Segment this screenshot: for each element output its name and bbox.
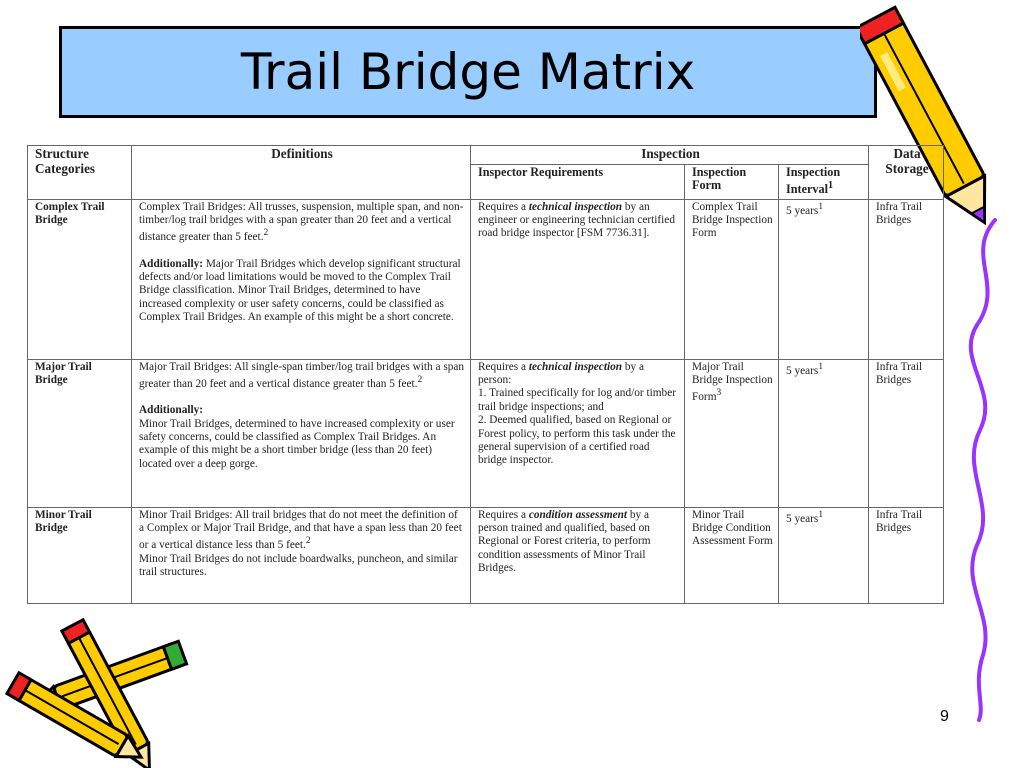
slide-title: Trail Bridge Matrix <box>240 43 696 101</box>
slide-number: 9 <box>940 708 949 725</box>
footnote-marker: 1 <box>818 509 824 520</box>
form-cell <box>685 199 779 359</box>
category-cell: Minor Trail Bridge <box>28 507 132 603</box>
table-row <box>28 507 944 603</box>
header-inspection-form: Inspection Form <box>685 164 779 199</box>
additionally-label: Additionally: <box>139 404 204 417</box>
requirements-lead: Requires a <box>478 508 529 521</box>
requirements-text: by a person trained and qualified, based on Regional or Forest criteria, to perform condition assessments of Minor Trail Bridges. <box>478 508 651 575</box>
footnote-marker: 2 <box>263 228 269 239</box>
trail-bridge-matrix-table <box>27 145 944 604</box>
title-box <box>59 26 877 118</box>
additional-text: Minor Trail Bridges, determined to have increased complexity or user safety concerns, could be classified as Complex Trail Bridges. An example of this might be a short timber bridge (less than 20 feet) located over a deep gorge. <box>139 417 455 470</box>
form-text: Minor Trail Bridge Condition Assessment Form <box>692 508 773 548</box>
interval-text: 5 years <box>786 364 819 377</box>
interval-text: 5 years <box>786 204 819 217</box>
definition-cell <box>132 359 471 507</box>
definition-extra-text: Minor Trail Bridges do not include boardwalks, puncheon, and similar trail structures. <box>139 552 458 578</box>
requirements-lead: Requires a <box>478 200 529 213</box>
additionally-label: Additionally: <box>139 257 204 270</box>
requirements-cell <box>471 199 685 359</box>
category-cell: Major Trail Bridge <box>28 359 132 507</box>
definition-cell <box>132 507 471 603</box>
header-inspection-interval <box>779 164 869 199</box>
definition-cell <box>132 199 471 359</box>
footnote-marker: 2 <box>305 536 311 547</box>
footnote-marker: 1 <box>818 201 824 212</box>
storage-cell: Infra Trail Bridges <box>869 199 944 359</box>
header-definitions: Definitions <box>132 146 471 200</box>
definition-text: Complex Trail Bridges: All trusses, suspension, multiple span, and non-timber/log trail bridges with a span greater than 20 feet and a vertical distance greater than 5 feet. <box>139 200 464 244</box>
requirement-item: 1. Trained specifically for log and/or timber trail bridge inspections; and <box>478 387 676 413</box>
squiggle-line <box>955 215 1015 725</box>
form-text: Complex Trail Bridge Inspection Form <box>692 200 773 240</box>
requirements-emphasis: technical inspection <box>528 360 623 373</box>
table-row <box>28 199 944 359</box>
interval-cell <box>779 199 869 359</box>
header-data-storage: Data Storage <box>869 146 944 200</box>
storage-cell: Infra Trail Bridges <box>869 359 944 507</box>
interval-cell <box>779 507 869 603</box>
definition-text: Minor Trail Bridges: All trail bridges that do not meet the definition of a Complex or Major Trail Bridge, and that have a span less than 20 feet or a vertical distance less than 5 feet. <box>139 508 462 552</box>
header-structure-categories: Structure Categories <box>28 146 132 200</box>
category-cell: Complex Trail Bridge <box>28 199 132 359</box>
footnote-marker: 1 <box>827 180 834 191</box>
requirements-cell <box>471 359 685 507</box>
requirements-lead: Requires a <box>478 360 529 373</box>
form-cell <box>685 359 779 507</box>
footnote-marker: 3 <box>716 388 722 399</box>
interval-text: 5 years <box>786 512 819 525</box>
form-text: Major Trail Bridge Inspection Form <box>692 360 773 404</box>
form-cell <box>685 507 779 603</box>
requirements-text: by a person: <box>478 360 644 386</box>
header-inspection: Inspection <box>471 146 869 165</box>
requirements-text: by an engineer or engineering technician certified road bridge inspector [FSM 7736.31]. <box>478 200 675 240</box>
definition-text: Major Trail Bridges: All single-span timber/log trail bridges with a span greater than 20 feet and a vertical distance greater than 5 feet. <box>139 360 465 390</box>
additional-text: Major Trail Bridges which develop significant structural defects and/or load limitations would be moved to the Complex Trail Bridge classification. Minor Trail Bridges, determined to have increased complexity or user safety concerns, could be classified as Complex Trail Bridges. An example of this might be a short concrete. <box>139 257 461 324</box>
crossed-pencils-icon <box>0 618 215 768</box>
requirements-emphasis: technical inspection <box>528 200 623 213</box>
footnote-marker: 2 <box>417 374 423 385</box>
header-inspection-interval-label: Inspection Interval <box>786 164 841 197</box>
requirement-item: 2. Deemed qualified, based on Regional or Forest policy, to perform this task under the general supervision of a certified road bridge inspector. <box>478 414 676 467</box>
interval-cell <box>779 359 869 507</box>
requirements-emphasis: condition assessment <box>528 508 628 521</box>
requirements-cell <box>471 507 685 603</box>
table-row <box>28 359 944 507</box>
footnote-marker: 1 <box>818 361 824 372</box>
header-inspector-requirements: Inspector Requirements <box>471 164 685 199</box>
storage-cell: Infra Trail Bridges <box>869 507 944 603</box>
